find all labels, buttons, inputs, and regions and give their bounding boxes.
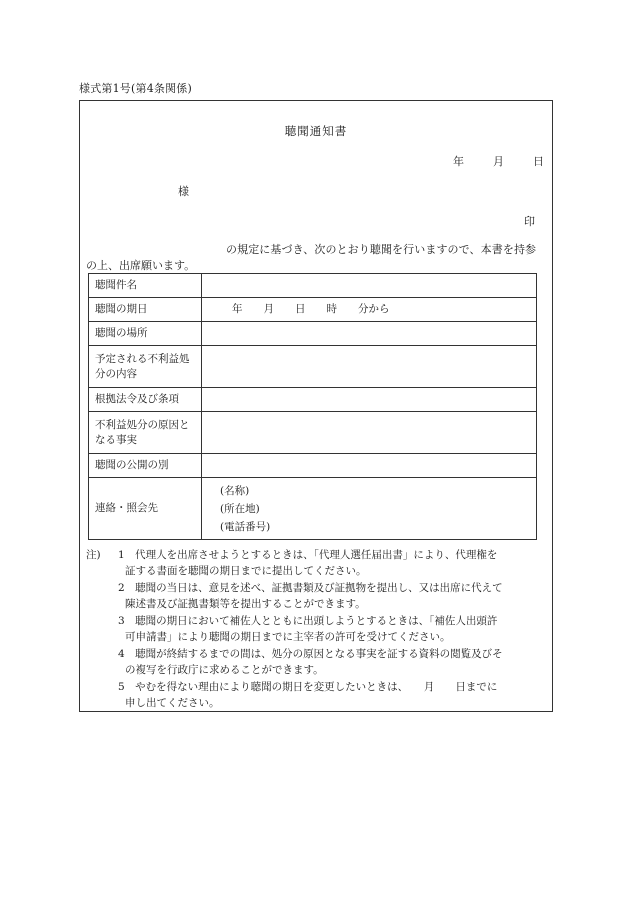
- row-value-date: 年 月 日 時 分から: [202, 298, 537, 322]
- note-item-3: [118, 613, 550, 645]
- date-day: 日: [533, 155, 544, 168]
- note-item-1: [118, 547, 550, 579]
- notice-form-frame: [79, 100, 553, 712]
- table-row: [89, 388, 537, 412]
- row-label-disposition: [89, 346, 202, 388]
- date-year: 年: [453, 155, 464, 168]
- note-5-line-1: 5 やむを得ない理由により聴聞の期日を変更したいときは、 月 日までに: [118, 681, 498, 693]
- contact-phone-label: (電話番号): [220, 520, 271, 533]
- form-number-label: 様式第1号(第4条関係): [79, 82, 192, 95]
- row-label-cause: [89, 412, 202, 454]
- row-label-subject: 聴聞件名: [89, 274, 202, 298]
- row-value-disposition: [202, 346, 537, 388]
- contact-name-label: (名称): [220, 484, 250, 497]
- body-text-line-2: の上、出席願います。: [86, 259, 196, 272]
- hearing-info-table: [88, 273, 537, 540]
- note-2-line-2: 陳述書及び証拠書類等を提出することができます。: [125, 598, 366, 610]
- row-label-legal-basis: 根拠法令及び条項: [89, 388, 202, 412]
- row-value-legal-basis: [202, 388, 537, 412]
- table-row: [89, 274, 537, 298]
- row-label-public: 聴聞の公開の別: [89, 454, 202, 478]
- row-value-place: [202, 322, 537, 346]
- row-label-contact: 連絡・照会先: [89, 478, 202, 540]
- table-row: [89, 412, 537, 454]
- table-row: [89, 454, 537, 478]
- note-item-4: [118, 646, 550, 678]
- note-1-line-1: 1 代理人を出席させようとするときは、「代理人選任届出書」により、代理権を: [118, 549, 498, 561]
- issue-date: [453, 153, 544, 169]
- row-label-date: 聴聞の期日: [89, 298, 202, 322]
- note-3-line-1: 3 聴聞の期日において補佐人とともに出頭しようとするときは、「補佐人出頭許: [118, 615, 498, 627]
- table-row: [89, 322, 537, 346]
- row-label-disposition-text: 予定される不利益処分の内容: [95, 352, 190, 380]
- note-2-line-1: 2 聴聞の当日は、意見を述べ、証拠書類及び証拠物を提出し、又は出席に代えて: [118, 582, 503, 594]
- note-item-2: [118, 580, 550, 612]
- table-row: [89, 478, 537, 540]
- row-label-cause-text: 不利益処分の原因となる事実: [95, 418, 190, 446]
- addressee-suffix: 様: [178, 185, 189, 198]
- table-row: [89, 298, 537, 322]
- note-4-line-2: の複写を行政庁に求めることができます。: [125, 664, 324, 676]
- row-value-public: [202, 454, 537, 478]
- row-value-subject: [202, 274, 537, 298]
- note-5-line-2: 申し出てください。: [125, 697, 220, 709]
- row-value-cause: [202, 412, 537, 454]
- date-month: 月: [493, 155, 504, 168]
- note-3-line-2: 可申請書」により聴聞の期日までに主宰者の許可を受けてください。: [125, 631, 451, 643]
- document-title: 聴聞通知書: [284, 124, 348, 138]
- body-text-line-1: の規定に基づき、次のとおり聴聞を行いますので、本書を持参: [226, 243, 537, 256]
- row-value-contact: [202, 478, 537, 540]
- notes-heading: 注): [86, 549, 101, 561]
- note-1-line-2: 証する書面を聴聞の期日までに提出してください。: [125, 565, 367, 577]
- row-label-place: 聴聞の場所: [89, 322, 202, 346]
- note-item-5: [118, 679, 550, 711]
- table-row: [89, 346, 537, 388]
- note-4-line-1: 4 聴聞が終結するまでの間は、処分の原因となる事実を証する資料の閲覧及びそ: [118, 648, 503, 660]
- contact-address-label: (所在地): [220, 502, 260, 515]
- seal-mark: 印: [524, 215, 535, 228]
